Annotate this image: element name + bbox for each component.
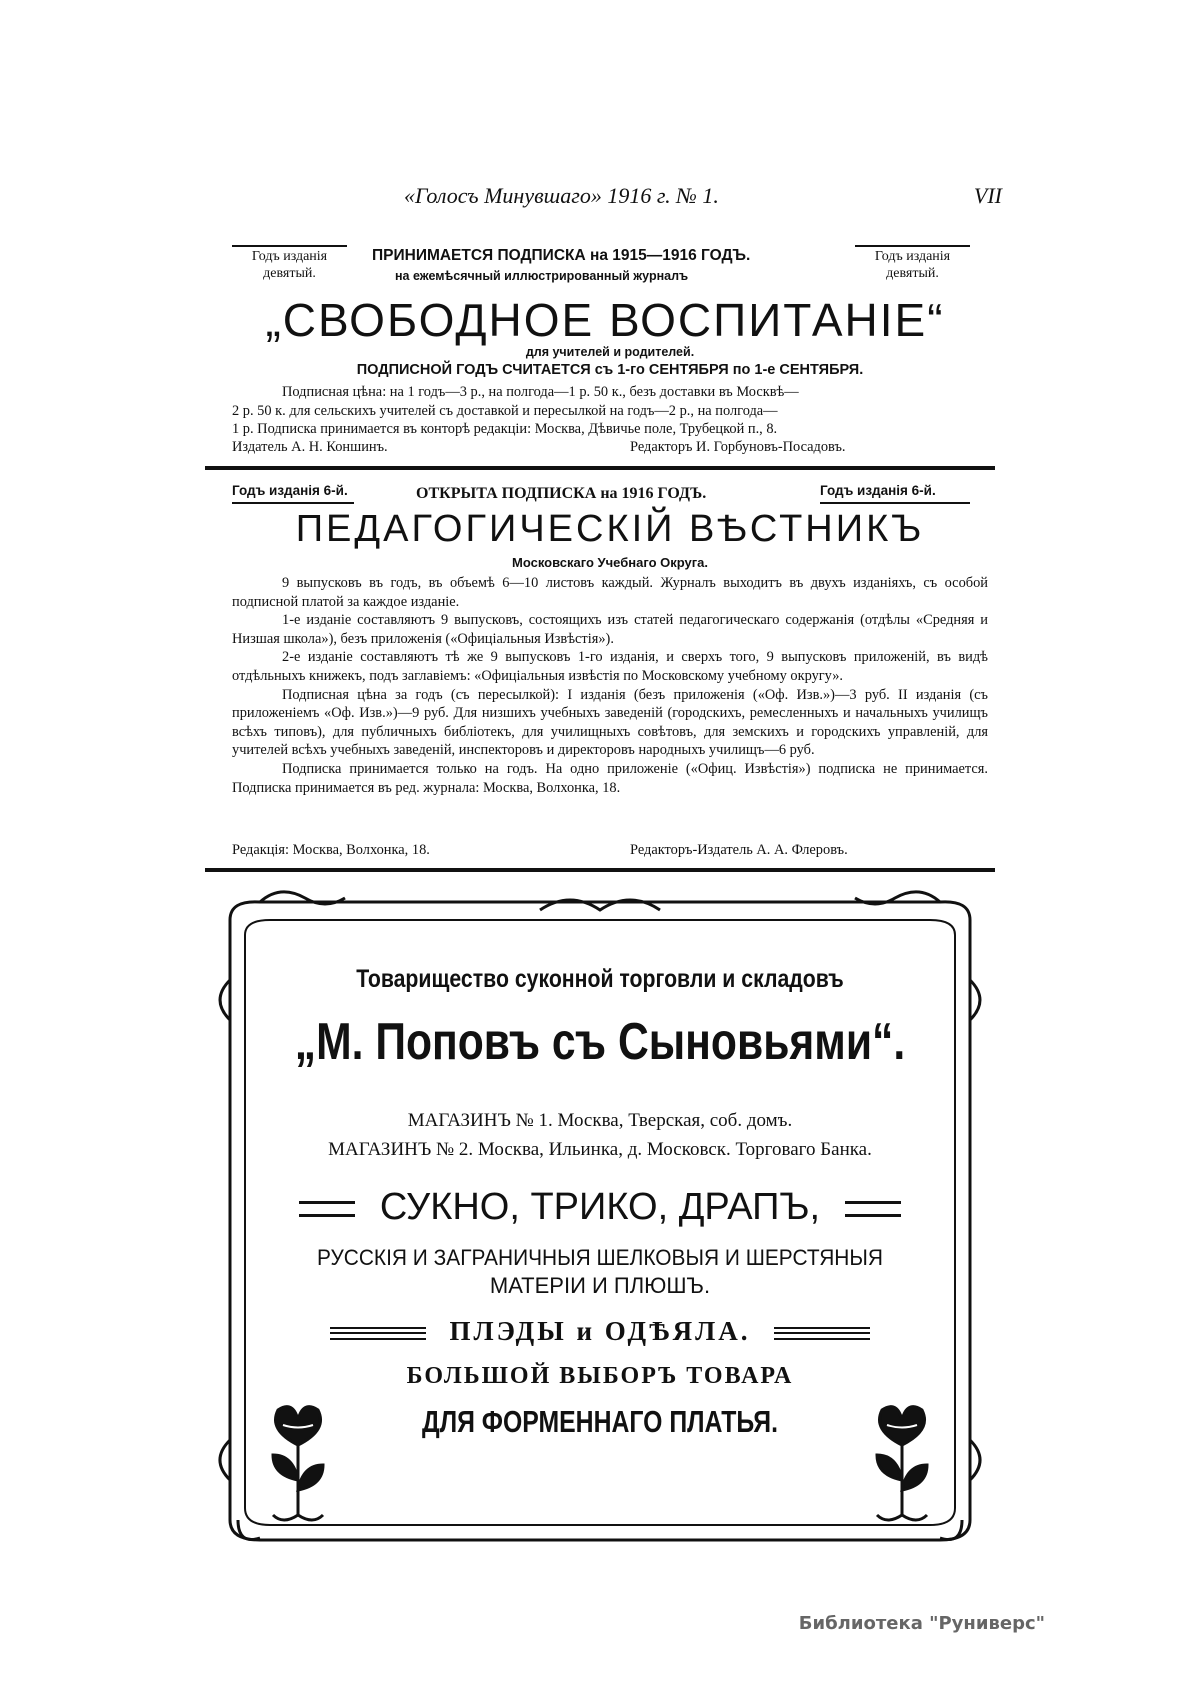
editor: Редакторъ И. Горбуновъ-Посадовъ. bbox=[630, 439, 846, 455]
year-label-left: Годъ изданія девятый. bbox=[232, 245, 347, 282]
journal-line: на ежемѣсячный иллюстрированный журналъ bbox=[395, 269, 689, 283]
decor-bar-left bbox=[299, 1201, 355, 1217]
silk-line-2: МАТЕРІИ И ПЛЮШЪ. bbox=[489, 1273, 711, 1298]
company-line: Товарищество суконной торговли и складовъ bbox=[356, 965, 844, 993]
publisher: Издатель А. Н. Коншинъ. bbox=[232, 439, 388, 455]
decor-bar-right bbox=[845, 1201, 901, 1217]
decor-triple-left bbox=[330, 1327, 426, 1340]
underline-right bbox=[820, 502, 970, 504]
uniform-line: ДЛЯ ФОРМЕННАГО ПЛАТЬЯ. bbox=[422, 1404, 778, 1439]
year-label-left-2: Годъ изданія 6-й. bbox=[232, 483, 348, 498]
audience: для учителей и родителей. bbox=[525, 345, 695, 359]
price-block: Подписная цѣна: на 1 годъ—3 р., на полгода—1 р. 50 к., безъ доставки въ Москвѣ— 2 р. 50 к. для сельскихъ учителей съ доставкой и пересылкой на годъ—2 р., на полгода— 1 р. Подписка принимается въ конторѣ редакціи: Москва, Дѣвичье поле, Трубецкой п., 8. bbox=[232, 384, 799, 438]
year-line: ПОДПИСНОЙ ГОДЪ СЧИТАЕТСЯ съ 1-го СЕНТЯБРЯ по 1-е СЕНТЯБРЯ. bbox=[356, 362, 864, 378]
plaids-line: ПЛЭДЫ и ОДѢЯЛА. bbox=[205, 1316, 995, 1347]
redaction: Редакція: Москва, Волхонка, 18. bbox=[232, 842, 430, 858]
running-head bbox=[202, 183, 1002, 213]
open-subscription: ОТКРЫТА ПОДПИСКА на 1916 ГОДЪ. bbox=[416, 485, 707, 502]
underline-left bbox=[232, 502, 354, 504]
silk-line-1: РУССКІЯ И ЗАГРАНИЧНЫЯ ШЕЛКОВЫЯ И ШЕРСТЯНЫЯ bbox=[316, 1245, 884, 1270]
choice-line: БОЛЬШОЙ ВЫБОРЪ ТОВАРА bbox=[406, 1363, 794, 1389]
year-label-right-2: Годъ изданія 6-й. bbox=[820, 483, 936, 498]
running-head-title: «Голосъ Минувшаго» 1916 г. № 1. bbox=[404, 183, 719, 208]
section-divider-2 bbox=[205, 868, 995, 872]
journal-title: „СВОБОДНОЕ ВОСПИТАНІЕ“ bbox=[265, 294, 945, 346]
fabrics-line: СУКНО, ТРИКО, ДРАПЪ, bbox=[205, 1186, 995, 1229]
vestnik-body: 9 выпусковъ въ годъ, въ объемѣ 6—10 листовъ каждый. Журналъ выходитъ въ двухъ изданіяхъ, съ особой подписной платой за каждое изданіе. 1-е изданіе составляютъ 9 выпусковъ, состоящихъ изъ статей педагогическаго содержанія (отдѣлы «Средняя и Низшая школа»), безъ приложенія («Офиціальныя Извѣстія»). 2-е изданіе составляютъ тѣ же 9 выпусковъ 1-го изданія, и сверхъ того, 9 выпусковъ приложеній, въ видѣ отдѣльныхъ книжекъ, подъ заглавіемъ: «Офиціальныя извѣстія по Московскому учебному округу». Подписная цѣна за годъ (съ пересылкой): I изданія (безъ приложенія («Оф. Изв.»)—3 руб. II изданія (съ приложеніемъ «Оф. Изв.»)—9 руб. Для низшихъ учебныхъ заведеній (городскихъ, ремесленныхъ и начальныхъ училищъ всѣхъ типовъ), для публичныхъ библіотекъ, для училищныхъ совѣтовъ, для земскихъ и городскихъ управленій, для учителей всѣхъ учебныхъ заведеній, инспекторовъ и директоровъ народныхъ училищъ—6 руб. Подписка принимается только на годъ. На одно приложеніе («Офиц. Извѣстія») подписка не принимается. Подписка принимается въ ред. журнала: Москва, Волхонка, 18. bbox=[232, 575, 988, 796]
page-number: VII bbox=[973, 183, 1002, 208]
decor-triple-right bbox=[774, 1327, 870, 1340]
subscription-line: ПРИНИМАЕТСЯ ПОДПИСКА на 1915—1916 ГОДЪ. bbox=[372, 247, 751, 264]
shop-2: МАГАЗИНЪ № 2. Москва, Ильинка, д. Московск. Торговаго Банка. bbox=[328, 1139, 872, 1160]
shop-1: МАГАЗИНЪ № 1. Москва, Тверская, соб. домъ. bbox=[407, 1110, 793, 1131]
editor-publisher: Редакторъ-Издатель А. А. Флеровъ. bbox=[630, 842, 848, 858]
year-label-right: Годъ изданія девятый. bbox=[855, 245, 970, 282]
section-divider bbox=[205, 466, 995, 470]
vestnik-title: ПЕДАГОГИЧЕСКІЙ ВѢСТНИКЪ bbox=[295, 508, 925, 550]
library-watermark: Библиотека "Руниверс" bbox=[798, 1613, 1045, 1634]
vestnik-subtitle: Московскаго Учебнаго Округа. bbox=[511, 555, 708, 570]
company-name: „М. Поповъ съ Сыновьями“. bbox=[294, 1013, 906, 1071]
